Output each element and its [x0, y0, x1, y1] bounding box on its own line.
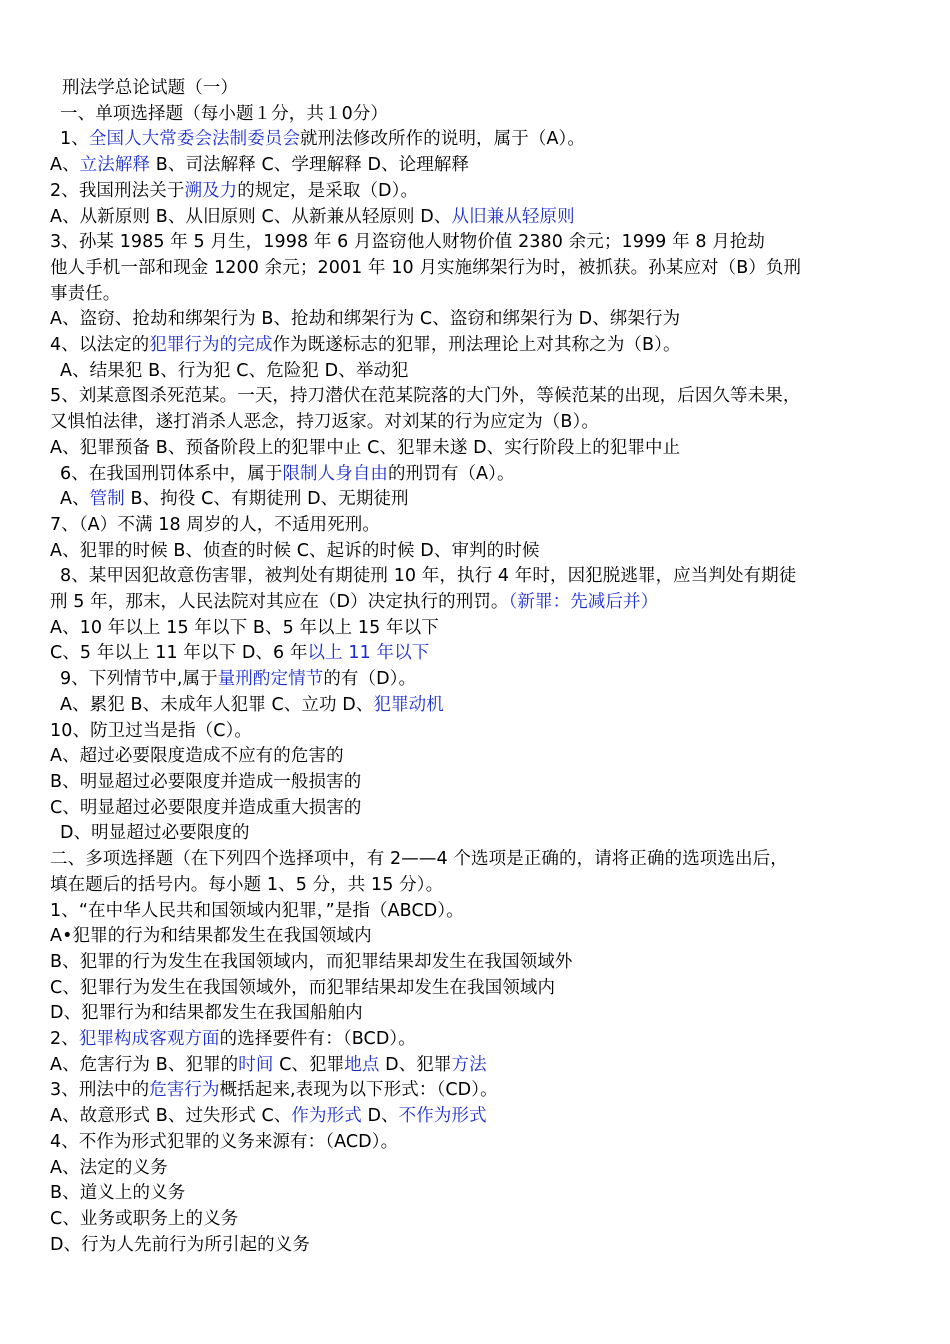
- text-segment: 刑法学总论试题（一）: [62, 78, 238, 98]
- text-segment: 填在题后的括号内。每小题 1、5 分，共 15 分）。: [50, 874, 444, 895]
- text-segment: 他人手机一部和现金 1200 余元；2001 年 10 月实施绑架行为时，被抓获。孙某应对（B）负刑: [50, 257, 802, 278]
- text-line: [50, 899, 930, 925]
- text-line: [50, 205, 930, 231]
- text-line: [50, 462, 930, 488]
- text-segment: A、累犯 B、未成年人犯罪 C、立功 D、: [60, 694, 374, 715]
- text-segment: 6、在我国刑罚体系中，属于: [60, 463, 283, 484]
- text-line: [50, 641, 930, 667]
- text-line: [50, 230, 930, 256]
- text-line: [50, 976, 930, 1002]
- text-line: [50, 1181, 930, 1207]
- highlighted-term: 溯及力: [184, 180, 238, 201]
- text-segment: A•犯罪的行为和结果都发生在我国领域内: [50, 926, 372, 947]
- text-segment: 1、: [60, 129, 89, 150]
- text-segment: 一、单项选择题（每小题１分，共１0分）: [60, 103, 389, 124]
- text-segment: 就刑法修改所作的说明，属于（A）。: [300, 129, 585, 150]
- text-segment: 5、刘某意图杀死范某。一天，持刀潜伏在范某院落的大门外，等候范某的出现，后因久等未果，: [50, 386, 801, 407]
- text-segment: D、行为人先前行为所引起的义务: [50, 1234, 310, 1255]
- text-line: [50, 667, 930, 693]
- highlighted-term: 危害行为: [149, 1080, 220, 1101]
- text-segment: B、明显超过必要限度并造成一般损害的: [50, 771, 362, 792]
- text-line: [50, 256, 930, 282]
- text-segment: 刑 5 年，那末，人民法院对其应在（D）决定执行的刑罚。: [50, 592, 509, 613]
- text-line: [50, 950, 930, 976]
- text-segment: 2、: [50, 1029, 79, 1050]
- text-segment: 9、下列情节中,属于: [60, 669, 218, 690]
- text-line: [50, 719, 930, 745]
- highlighted-term: 以上 11 年以下: [307, 643, 430, 664]
- highlighted-term: 犯罪行为的完成: [149, 335, 273, 356]
- text-line: [50, 616, 930, 642]
- text-line: [50, 436, 930, 462]
- text-segment: C、犯罪行为发生在我国领域外，而犯罪结果却发生在我国领域内: [50, 977, 556, 998]
- text-segment: C、犯罪: [273, 1054, 345, 1075]
- text-line: [50, 1053, 930, 1079]
- text-segment: 二、多项选择题（在下列四个选择项中，有 2——4 个选项是正确的，请将正确的选项选出后，: [50, 849, 788, 870]
- text-line: [50, 513, 930, 539]
- text-segment: 2、我国刑法关于: [50, 180, 185, 201]
- text-line: [50, 1207, 930, 1233]
- text-line: [50, 487, 930, 513]
- text-line: [50, 1233, 930, 1259]
- highlighted-term: 犯罪动机: [373, 694, 444, 715]
- text-line: [50, 770, 930, 796]
- text-line: [50, 693, 930, 719]
- highlighted-term: 时间: [238, 1054, 274, 1075]
- text-line: [50, 179, 930, 205]
- text-line: [50, 744, 930, 770]
- text-segment: A、危害行为 B、犯罪的: [50, 1054, 239, 1075]
- text-segment: B、犯罪的行为发生在我国领域内，而犯罪结果却发生在我国领域外: [50, 951, 573, 972]
- highlighted-term: 作为形式: [291, 1106, 362, 1127]
- text-segment: 又惧怕法律，遂打消杀人恶念，持刀返家。对刘某的行为应定为（B）。: [50, 412, 599, 433]
- text-line: [50, 384, 930, 410]
- text-segment: A、结果犯 B、行为犯 C、危险犯 D、举动犯: [60, 360, 409, 381]
- text-segment: C、明显超过必要限度并造成重大损害的: [50, 797, 362, 818]
- highlighted-term: 立法解释: [79, 155, 151, 176]
- text-segment: 的规定，是采取（D）。: [237, 180, 419, 201]
- text-segment: 4、以法定的: [50, 335, 150, 356]
- text-segment: A、: [60, 489, 90, 510]
- text-segment: A、故意形式 B、过失形式 C、: [50, 1106, 292, 1127]
- text-segment: A、: [50, 155, 80, 176]
- text-segment: D、犯罪: [379, 1054, 452, 1075]
- document-title: [50, 76, 930, 102]
- text-line: [50, 1027, 930, 1053]
- text-segment: 10、防卫过当是指（C）。: [50, 720, 253, 741]
- text-segment: D、犯罪行为和结果都发生在我国船舶内: [50, 1003, 363, 1024]
- text-segment: 3、孙某 1985 年 5 月生，1998 年 6 月盗窃他人财物价值 2380 余元；1999 年 8 月抢劫: [50, 232, 766, 253]
- text-segment: 4、不作为形式犯罪的义务来源有：（ACD）。: [50, 1131, 399, 1152]
- text-segment: 的有（D）。: [323, 669, 417, 690]
- text-segment: 概括起来,表现为以下形式：（CD）。: [219, 1080, 498, 1101]
- highlighted-term: 全国人大常委会法制委员会: [88, 129, 301, 150]
- highlighted-term: 方法: [451, 1054, 487, 1075]
- text-segment: A、10 年以上 15 年以下 B、5 年以上 15 年以下: [50, 617, 439, 638]
- document-body: [50, 76, 930, 1258]
- text-segment: 7、（A）不满 18 周岁的人，不适用死刑。: [50, 514, 380, 535]
- text-segment: D、明显超过必要限度的: [60, 823, 250, 844]
- text-line: [50, 1156, 930, 1182]
- text-segment: 1、“在中华人民共和国领域内犯罪，”是指（ABCD）。: [50, 900, 464, 921]
- text-line: [50, 307, 930, 333]
- text-line: [50, 924, 930, 950]
- text-segment: A、盗窃、抢劫和绑架行为 B、抢劫和绑架行为 C、盗窃和绑架行为 D、绑架行为: [50, 309, 681, 330]
- text-segment: A、从新原则 B、从旧原则 C、从新兼从轻原则 D、: [50, 206, 452, 227]
- highlighted-term: 不作为形式: [398, 1106, 487, 1127]
- text-segment: A、超过必要限度造成不应有的危害的: [50, 746, 344, 767]
- text-segment: 事责任。: [50, 283, 121, 304]
- text-line: [50, 821, 930, 847]
- highlighted-term: 犯罪构成客观方面: [78, 1029, 220, 1050]
- text-line: [50, 102, 930, 128]
- text-line: [50, 564, 930, 590]
- text-segment: A、犯罪的时候 B、侦查的时候 C、起诉的时候 D、审判的时候: [50, 540, 540, 561]
- text-line: [50, 847, 930, 873]
- text-segment: 作为既遂标志的犯罪，刑法理论上对其称之为（B）。: [272, 335, 681, 356]
- highlighted-term: 限制人身自由: [282, 463, 389, 484]
- text-segment: 3、刑法中的: [50, 1080, 150, 1101]
- text-line: [50, 1001, 930, 1027]
- text-segment: B、道义上的义务: [50, 1183, 186, 1204]
- text-line: [50, 127, 930, 153]
- text-segment: 的选择要件有：（BCD）。: [219, 1029, 416, 1050]
- text-segment: D、: [361, 1106, 399, 1127]
- text-line: [50, 410, 930, 436]
- text-line: [50, 1078, 930, 1104]
- text-segment: B、司法解释 C、学理解释 D、论理解释: [150, 155, 470, 176]
- highlighted-term: 量刑酌定情节: [217, 669, 324, 690]
- highlighted-term: 管制: [89, 489, 125, 510]
- highlighted-term: 地点: [344, 1054, 380, 1075]
- text-segment: C、业务或职务上的义务: [50, 1208, 239, 1229]
- text-segment: 的刑罚有（A）。: [388, 463, 515, 484]
- text-segment: A、法定的义务: [50, 1157, 168, 1178]
- text-segment: 8、某甲因犯故意伤害罪，被判处有期徒刑 10 年，执行 4 年时，因犯脱逃罪，应当判处有期徒: [60, 566, 797, 587]
- highlighted-term: （新罪：先减后并）: [508, 592, 659, 613]
- text-line: [50, 333, 930, 359]
- text-line: [50, 873, 930, 899]
- highlighted-term: 从旧兼从轻原则: [451, 206, 575, 227]
- text-segment: C、5 年以上 11 年以下 D、6 年: [50, 643, 308, 664]
- text-line: [50, 153, 930, 179]
- text-line: [50, 590, 930, 616]
- text-segment: B、拘役 C、有期徒刑 D、无期徒刑: [124, 489, 409, 510]
- text-line: [50, 1104, 930, 1130]
- text-segment: A、犯罪预备 B、预备阶段上的犯罪中止 C、犯罪未遂 D、实行阶段上的犯罪中止: [50, 437, 681, 458]
- text-line: [50, 539, 930, 565]
- text-line: [50, 359, 930, 385]
- text-line: [50, 282, 930, 308]
- text-line: [50, 1130, 930, 1156]
- text-line: [50, 796, 930, 822]
